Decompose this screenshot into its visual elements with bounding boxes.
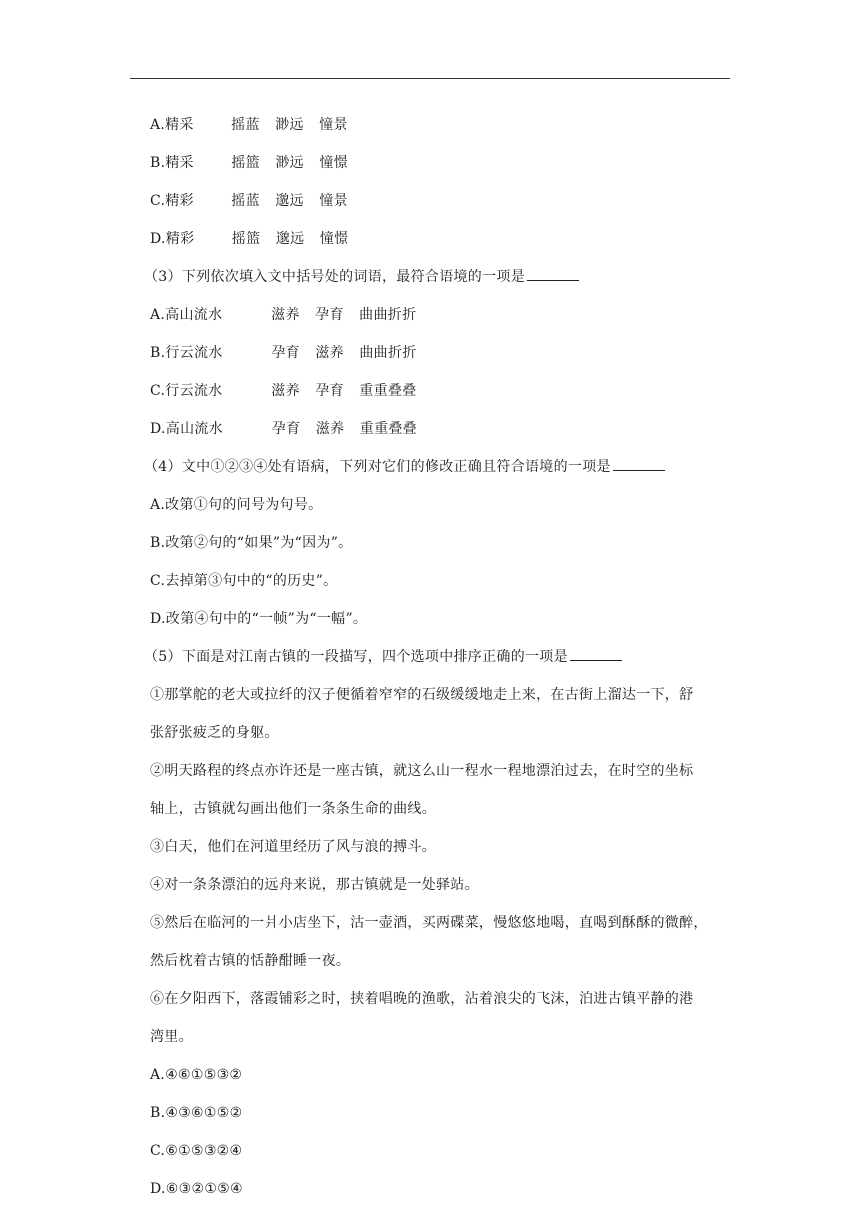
option-label: A. bbox=[150, 307, 166, 323]
option-word: 摇篮 bbox=[231, 231, 261, 247]
question-5-stem bbox=[144, 638, 732, 676]
q2-option-a[interactable] bbox=[150, 106, 732, 144]
q3-option-b[interactable] bbox=[150, 334, 732, 372]
q2-option-d[interactable] bbox=[150, 220, 732, 258]
option-word: 滋养 bbox=[315, 421, 345, 437]
option-word: 憧景 bbox=[319, 193, 348, 209]
option-word: 曲曲折折 bbox=[359, 345, 417, 361]
option-word: 憧憬 bbox=[319, 231, 349, 247]
option-word: 邈远 bbox=[275, 193, 304, 209]
sentence-6-line-1: ⑥在夕阳西下，落霞铺彩之时，挟着唱晚的渔歌，沾着浪尖的飞沫，泊进古镇平静的港 bbox=[150, 991, 694, 1007]
question-4 bbox=[144, 448, 732, 638]
option-word: 摇篮 bbox=[231, 155, 260, 171]
option-label: A. bbox=[150, 117, 166, 133]
question-stem-text: （3）下列依次填入文中括号处的词语，最符合语境的一项是 bbox=[144, 269, 526, 285]
document-body bbox=[144, 106, 732, 1208]
question-5 bbox=[144, 638, 732, 1208]
q4-option-b[interactable]: B.改第②句的“如果”为“因为”。 bbox=[150, 535, 353, 551]
option-word: 重重叠叠 bbox=[359, 421, 417, 437]
option-label: C. bbox=[150, 193, 166, 209]
option-word: 渺远 bbox=[275, 117, 304, 133]
option-label: C. bbox=[150, 383, 166, 399]
option-word: 高山流水 bbox=[165, 421, 223, 437]
option-word: 行云流水 bbox=[165, 345, 223, 361]
answer-blank[interactable] bbox=[570, 646, 622, 661]
q5-option-c[interactable]: C.⑥①⑤③②④ bbox=[150, 1143, 243, 1159]
sentence-2-line-1: ②明天路程的终点亦许还是一座古镇，就这么山一程水一程地漂泊过去，在时空的坐标 bbox=[150, 763, 694, 779]
option-word: 精采 bbox=[165, 155, 194, 171]
q5-option-a[interactable]: A.④⑥①⑤③② bbox=[150, 1067, 243, 1083]
question-3 bbox=[144, 258, 732, 448]
option-word: 重重叠叠 bbox=[359, 383, 417, 399]
sentence-5-line-1: ⑤然后在临河的一爿小店坐下，沽一壶酒，买两碟菜，慢悠悠地喝，直喝到酥酥的微醉， bbox=[150, 915, 708, 931]
option-word: 孕育 bbox=[315, 307, 344, 323]
option-label: B. bbox=[150, 345, 166, 361]
option-word: 憧景 bbox=[319, 117, 348, 133]
option-word: 憧憬 bbox=[319, 155, 348, 171]
option-word: 滋养 bbox=[271, 383, 300, 399]
question-3-stem bbox=[144, 258, 732, 296]
q3-option-d[interactable] bbox=[150, 410, 732, 448]
q2-options bbox=[150, 106, 732, 258]
option-word: 精彩 bbox=[165, 193, 194, 209]
option-word: 滋养 bbox=[271, 307, 300, 323]
option-word: 孕育 bbox=[271, 421, 301, 437]
option-word: 高山流水 bbox=[165, 307, 223, 323]
option-word: 精彩 bbox=[165, 231, 195, 247]
q5-option-b[interactable]: B.④③⑥①⑤② bbox=[150, 1105, 243, 1121]
q4-option-c[interactable]: C.去掉第③句中的“的历史”。 bbox=[150, 573, 338, 589]
sentence-6-line-2: 湾里。 bbox=[150, 1029, 193, 1045]
question-stem-text: （5）下面是对江南古镇的一段描写，四个选项中排序正确的一项是 bbox=[144, 649, 568, 665]
q4-option-d[interactable]: D.改第④句中的“一帧”为“一幅”。 bbox=[150, 611, 368, 627]
option-word: 渺远 bbox=[275, 155, 304, 171]
sentence-1-line-2: 张舒张疲乏的身躯。 bbox=[150, 725, 279, 741]
answer-blank[interactable] bbox=[613, 456, 665, 471]
option-word: 曲曲折折 bbox=[359, 307, 417, 323]
answer-blank[interactable] bbox=[527, 266, 579, 281]
question-4-stem bbox=[144, 448, 732, 486]
q5-option-d[interactable]: D.⑥③②①⑤④ bbox=[150, 1181, 243, 1197]
sentence-1-line-1: ①那掌舵的老大或拉纤的汉子便循着窄窄的石级缓缓地走上来，在古街上溜达一下，舒 bbox=[150, 687, 694, 703]
option-word: 孕育 bbox=[315, 383, 344, 399]
option-word: 滋养 bbox=[315, 345, 344, 361]
sentence-5-line-2: 然后枕着古镇的恬静酣睡一夜。 bbox=[150, 953, 351, 969]
q4-option-a[interactable]: A.改第①句的问号为句号。 bbox=[150, 497, 323, 513]
q3-option-c[interactable] bbox=[150, 372, 732, 410]
sentence-4: ④对一条条漂泊的远舟来说，那古镇就是一处驿站。 bbox=[150, 877, 479, 893]
option-label: D. bbox=[150, 421, 166, 437]
option-label: B. bbox=[150, 155, 166, 171]
question-stem-text: （4）文中①②③④处有语病，下列对它们的修改正确且符合语境的一项是 bbox=[144, 459, 611, 475]
option-word: 邈远 bbox=[275, 231, 305, 247]
header-rule bbox=[130, 78, 730, 79]
option-word: 行云流水 bbox=[165, 383, 223, 399]
sentence-3: ③白天，他们在河道里经历了风与浪的搏斗。 bbox=[150, 839, 436, 855]
q2-option-b[interactable] bbox=[150, 144, 732, 182]
q3-option-a[interactable] bbox=[150, 296, 732, 334]
sentence-2-line-2: 轴上，古镇就勾画出他们一条条生命的曲线。 bbox=[150, 801, 436, 817]
option-word: 孕育 bbox=[271, 345, 300, 361]
q2-option-c[interactable] bbox=[150, 182, 732, 220]
option-label: D. bbox=[150, 231, 166, 247]
option-word: 精采 bbox=[165, 117, 194, 133]
option-word: 摇蓝 bbox=[231, 117, 260, 133]
option-word: 摇蓝 bbox=[231, 193, 260, 209]
